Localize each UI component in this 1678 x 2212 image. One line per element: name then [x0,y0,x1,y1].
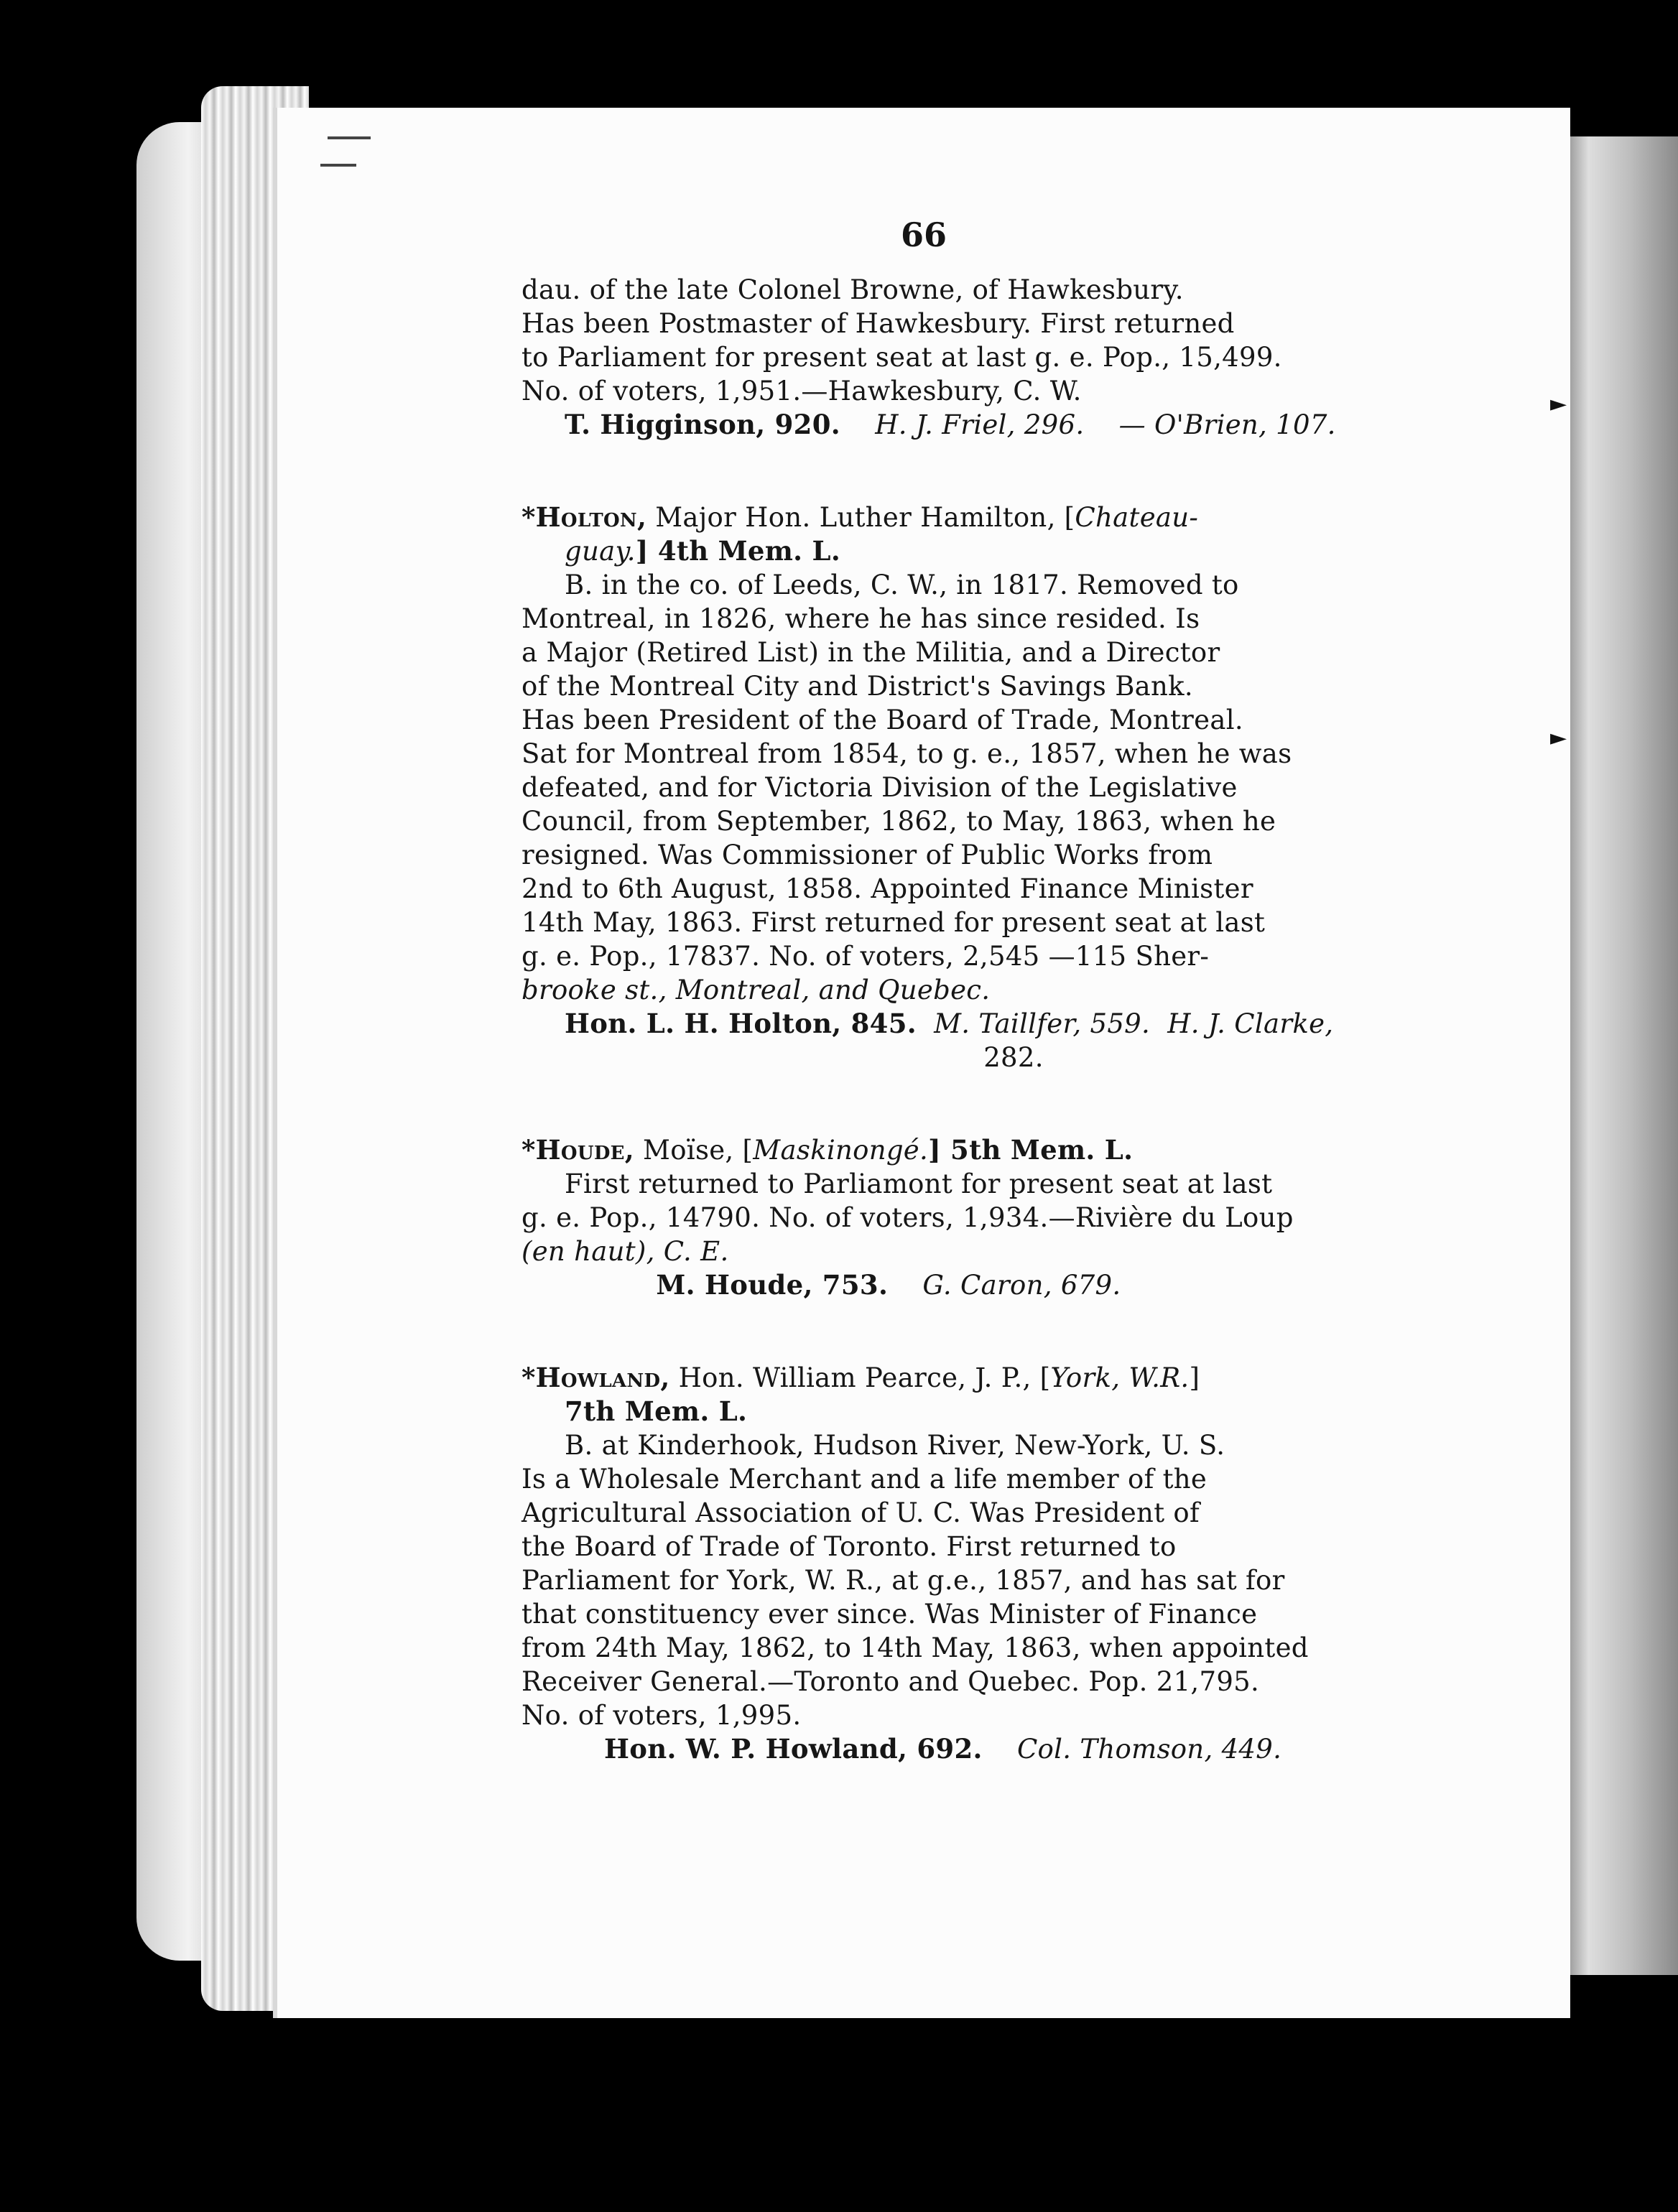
candidate-result: M. Taillfer, 559. [934,1008,1151,1039]
entry-holton [522,501,1506,1074]
entry-text-line: Montreal, in 1826, where he has since resided. Is [522,603,1200,634]
candidate-result: H. J. Clarke, [1167,1008,1334,1039]
entry-text-line: Parliament for York, W. R., at g.e., 1857, and has sat for [522,1565,1285,1596]
entry-text-line: the Board of Trade of Toronto. First returned to [522,1531,1177,1562]
member-name: *Houde, [522,1134,634,1166]
entry-text-line: brooke st., Montreal, and Quebec. [522,975,991,1005]
entry-heading: *Houde, Moïse, [Maskinongé.] 5th Mem. L. [522,1134,1134,1166]
entry-houde [522,1133,1506,1302]
entry-text-line: 2nd to 6th August, 1858. Appointed Finance Minister [522,873,1253,904]
winner-result: M. Houde, 753. [656,1269,889,1301]
entry-text-line: resigned. Was Commissioner of Public Works from [522,840,1213,870]
entry-text-line: (en haut), C. E. [522,1236,729,1267]
entry-text-line: of the Montreal City and District's Savings Bank. [522,671,1193,702]
entry-heading: *Holton, Major Hon. Luther Hamilton, [Chateau- [522,501,1199,533]
election-results-cont: 282. [983,1042,1044,1073]
entry-text-line: g. e. Pop., 17837. No. of voters, 2,545 —115 Sher- [522,941,1210,972]
winner-result: Hon. L. H. Holton, 845. [565,1008,917,1039]
margin-arrow-icon: ► [1550,725,1567,750]
facing-page-edge [1559,136,1678,1975]
entry-continuation [522,273,1506,442]
margin-mark [328,136,371,139]
candidate-result: H. J. Friel, 296. [875,409,1085,440]
entry-text-line: g. e. Pop., 14790. No. of voters, 1,934.—Rivière du Loup [522,1202,1294,1233]
entry-text-line: that constituency ever since. Was Minister of Finance [522,1599,1258,1630]
election-results [522,1268,1506,1302]
page-number: 66 [900,215,947,254]
entry-text-line: B. at Kinderhook, Hudson River, New-York, U. S. [565,1430,1225,1461]
winner-result: T. Higginson, 920. [565,409,840,440]
entry-text-line: Agricultural Association of U. C. Was President of [522,1497,1200,1528]
entry-text-line: Council, from September, 1862, to May, 1863, when he [522,806,1276,837]
constituency: York, W.R. [1050,1362,1190,1393]
election-results [522,1732,1506,1766]
entry-text-line: Receiver General.—Toronto and Quebec. Pop. 21,795. [522,1666,1260,1697]
constituency: Maskinongé. [753,1135,929,1166]
candidate-result: — O'Brien, 107. [1118,409,1336,440]
entry-text-line: defeated, and for Victoria Division of the Legislative [522,772,1238,803]
member-name: *Howland, [522,1362,670,1393]
member-rank: 7th Mem. L. [565,1395,748,1427]
candidate-result: G. Caron, 679. [922,1270,1121,1301]
page-body [522,273,1506,1766]
entry-heading-cont [522,1395,1506,1428]
book-page [273,108,1570,2018]
member-rank: ] 4th Mem. L. [635,535,841,567]
entry-text-line: Sat for Montreal from 1854, to g. e., 1857, when he was [522,738,1292,769]
margin-mark [320,164,356,167]
member-name: *Holton, [522,501,647,533]
entry-text-line: to Parliament for present seat at last g. e. Pop., 15,499. [522,342,1282,373]
entry-text-line: No. of voters, 1,951.—Hawkesbury, C. W. [522,376,1082,406]
entry-text-line: First returned to Parliamont for present seat at last [565,1168,1273,1199]
entry-heading: *Howland, Hon. William Pearce, J. P., [York, W.R.] [522,1362,1200,1393]
candidate-result: Col. Thomson, 449. [1016,1734,1282,1765]
margin-arrow-icon: ► [1550,391,1567,417]
entry-text-line: Is a Wholesale Merchant and a life member of the [522,1464,1207,1495]
entry-text-line: Has been President of the Board of Trade, Montreal. [522,705,1243,735]
entry-text-line: B. in the co. of Leeds, C. W., in 1817. Removed to [565,570,1239,600]
election-results [522,408,1506,442]
constituency: Chateau- [1075,502,1199,533]
entry-text-line: from 24th May, 1862, to 14th May, 1863, when appointed [522,1632,1309,1663]
entry-text-line: Has been Postmaster of Hawkesbury. First returned [522,308,1235,339]
election-results [522,1007,1506,1041]
entry-text-line: a Major (Retired List) in the Militia, and a Director [522,637,1220,668]
member-rank: ] 5th Mem. L. [928,1134,1134,1166]
entry-text-line: No. of voters, 1,995. [522,1700,802,1731]
entry-howland [522,1361,1506,1766]
entry-text-line: dau. of the late Colonel Browne, of Hawkesbury. [522,274,1184,305]
entry-heading-cont: guay.] 4th Mem. L. [565,535,841,567]
entry-text-line: 14th May, 1863. First returned for present seat at last [522,907,1266,938]
winner-result: Hon. W. P. Howland, 692. [604,1733,983,1765]
